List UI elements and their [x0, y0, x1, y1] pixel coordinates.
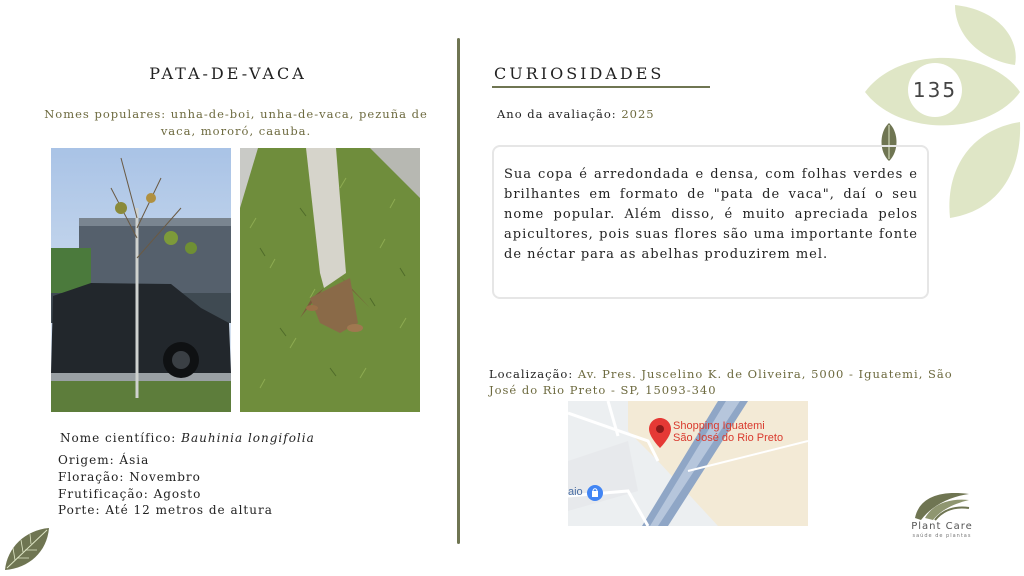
- popular-names: Nomes populares: unha-de-boi, unha-de-vaca, pezuña de vaca, mororó, caauba.: [44, 107, 428, 138]
- map-place-line2: São José do Rio Preto: [673, 432, 784, 444]
- curiosities-title: CURIOSIDADES: [494, 64, 665, 83]
- origin: Origem: Ásia: [58, 453, 150, 467]
- plant-care-logo-icon: [913, 488, 971, 522]
- scientific-name-line: [60, 430, 315, 447]
- evaluation-year: [497, 107, 655, 121]
- tree-photo: [51, 148, 231, 412]
- location-value: Av. Pres. Juscelino K. de Oliveira, 5000 - Iguatemi, São José do Rio Preto - SP, 15093-340: [489, 367, 953, 397]
- page-number: 135: [912, 78, 958, 102]
- column-divider: [457, 38, 460, 544]
- map-pin-icon[interactable]: [649, 418, 671, 448]
- location: [489, 366, 979, 398]
- page-number-badge: [908, 63, 962, 117]
- curiosity-text: Sua copa é arredondada e densa, com folhas verdes e brilhantes em formato de "pata de vaca", daí o seu nome popular. Além disso, é muito apreciada pelos apicultores, pois suas flores são uma importante fonte de néctar para as abelhas produzirem mel.: [504, 167, 918, 262]
- leaf-icon: [3, 526, 51, 572]
- scientific-name: Bauhinia longifolia: [181, 431, 315, 445]
- year-label: Ano da avaliação:: [497, 107, 617, 121]
- location-label: Localização:: [489, 367, 574, 381]
- brand-name: Plant Care: [911, 521, 973, 532]
- flowering: Floração: Novembro: [58, 470, 201, 484]
- curiosity-card: [492, 145, 929, 299]
- year-value: 2025: [621, 107, 655, 121]
- trunk-photo: [240, 148, 420, 412]
- fruiting: Frutificação: Agosto: [58, 487, 202, 501]
- map-edge-label: aio: [568, 486, 583, 498]
- location-map[interactable]: [568, 401, 808, 526]
- leaf-icon: [955, 5, 1016, 65]
- leaf-icon: [949, 122, 1020, 218]
- title-underline: [492, 86, 710, 88]
- map-place-label[interactable]: [673, 420, 783, 444]
- scientific-label: Nome científico:: [60, 431, 182, 445]
- plant-title: PATA-DE-VACA: [149, 64, 307, 83]
- map-place-line1: Shopping Iguatemi: [673, 420, 765, 432]
- shopping-bag-icon[interactable]: [587, 485, 603, 501]
- brand-tagline: saúde de plantas: [912, 533, 972, 539]
- tree-size: Porte: Até 12 metros de altura: [58, 503, 273, 517]
